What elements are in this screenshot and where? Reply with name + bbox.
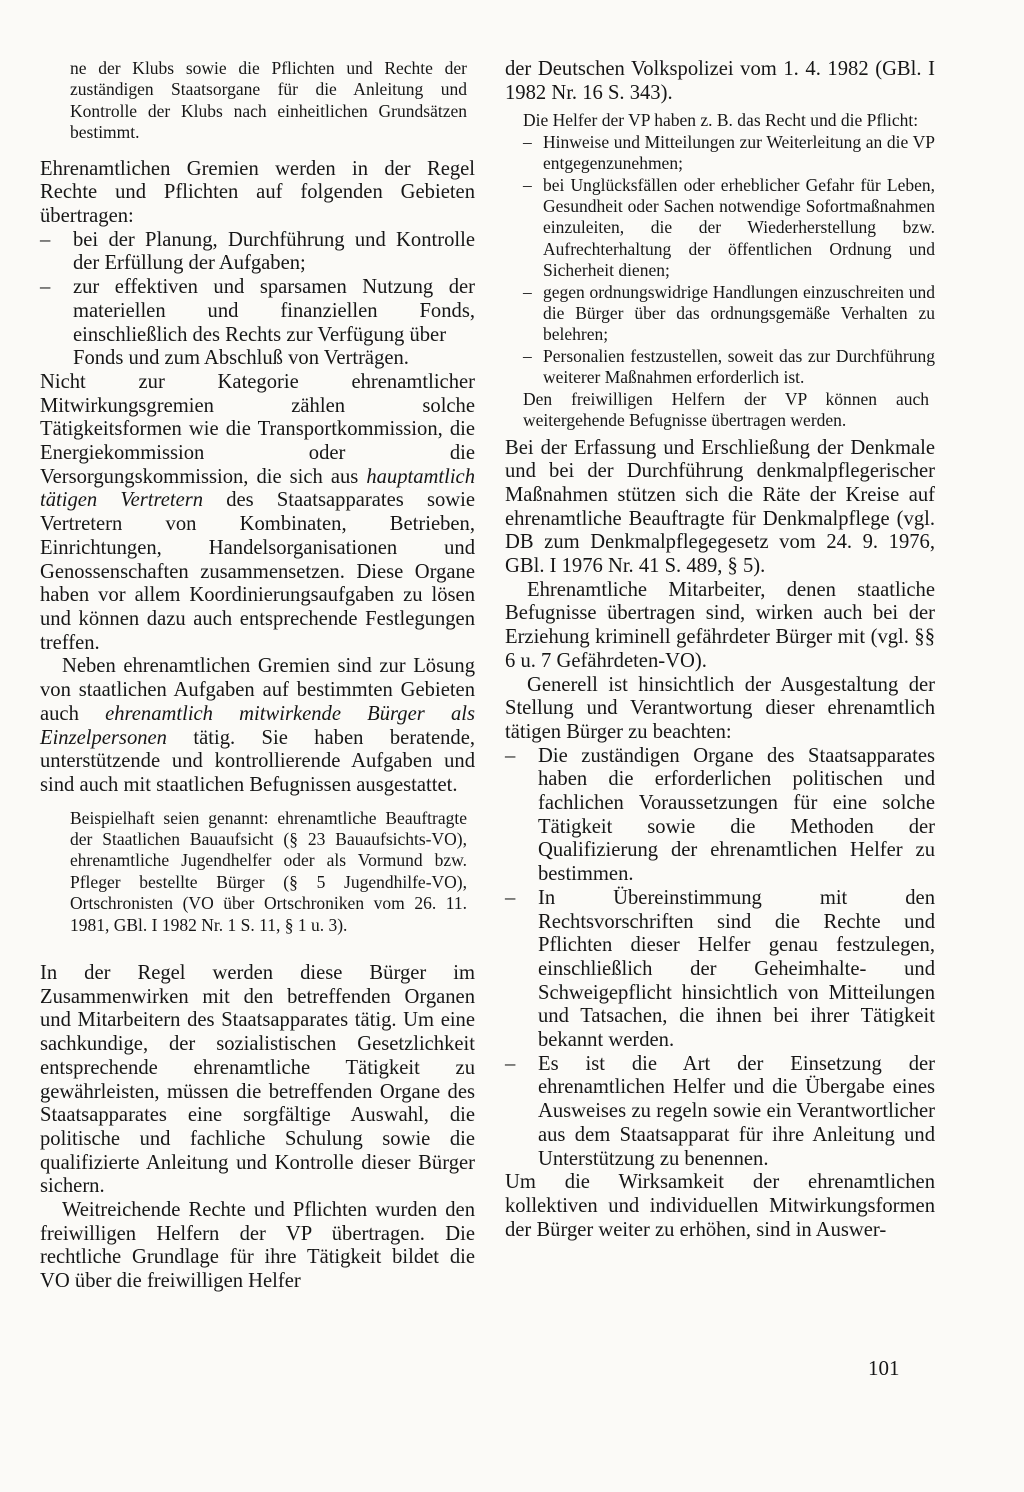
effectiveness-paragraph: Um die Wirksamkeit der ehrenamtlichen kollektiven und individuellen Mitwirkungsformen der Bürger weiter zu erhöhen, sind in Auswer- — [505, 1171, 935, 1241]
examples-paragraph: Beispielhaft seien genannt: ehrenamtliche Beauftragte der Staatlichen Bauaufsicht (§ 23 Bauaufsichts-VO), ehrenamtliche Jugendhelfer oder als Vormund bzw. Pfleger bestellte Bürger (§ 5 Jugendhilfe-VO), Ortschronisten (VO über Ortschroniken vom 26. 11. 1981, GBl. I 1982 Nr. 1 S. 11, § 1 u. 3). — [70, 807, 467, 935]
list-item — [505, 282, 935, 346]
bullet-dash: – — [505, 886, 516, 909]
list-item — [40, 276, 475, 347]
list-item-text: Personalien festzustellen, soweit das zur Durchführung weiterer Maßnahmen erforderlich ist. — [543, 345, 935, 388]
list-item-text: zur effektiven und sparsamen Nutzung der materiellen und finanziellen Fonds, einschließlich des Rechts zur Verfügung über — [73, 276, 475, 346]
list-item-text: Hinweise und Mitteilungen zur Weiterleitung an die VP entgegenzunehmen; — [543, 131, 935, 174]
monument-care-paragraph: Bei der Erfassung und Erschließung der Denkmale und bei der Durchführung denkmalpflegerischer Maßnahmen stützen sich die Räte der Kreise auf ehrenamtliche Beauftragte für Denkmalpflege (vgl. DB zum Denkmalpflegegesetz vom 24. 9. 1976, GBl. I 1976 Nr. 41 S. 489, § 5). — [505, 436, 935, 578]
text-run: tätig. Sie haben beratende, unterstützende und kontrollierende Aufgaben und sind auch mit staatlichen Befugnissen ausgestattet. — [40, 726, 475, 796]
text-run: Nicht zur Kategorie ehrenamtlicher Mitwirkungsgremien zählen solche Tätigkeitsformen wie die Transportkommission, die Energiekommission oder die Versorgungskommission, die sich aus — [40, 370, 475, 488]
left-column — [40, 58, 475, 1294]
cooperation-paragraph: In der Regel werden diese Bürger im Zusammenwirken mit den betreffenden Organen und Mitarbeitern des Staatsapparates tätig. Um eine sachkundige, der sozialistischen Gesetzlichkeit entsprechende ehrenamtliche Tätigkeit zu gewährleisten, müssen die betreffenden Organe des Staatsapparates eine sorgfältige Auswahl, die politische und fachliche Schulung sowie die qualifizierte Anleitung und Kontrolle dieser Bürger sichern. — [40, 962, 475, 1198]
decree-reference-paragraph: der Deutschen Volkspolizei vom 1. 4. 1982 (GBl. I 1982 Nr. 16 S. 343). — [505, 58, 935, 104]
bullet-dash: – — [505, 744, 516, 767]
further-powers-paragraph: Den freiwilligen Helfern der VP können auch weitergehende Befugnisse übertragen werden. — [523, 388, 929, 431]
list-item — [40, 229, 475, 276]
text-run: des Staatsapparates sowie Vertretern von Kombinaten, Betrieben, Einrichtungen, Handelsorganisationen und Genossenschaften zusammensetzen. Diese Organe haben vor allem Koordinierungsaufgaben zu lösen und können dazu auch entsprechende Festlegungen treffen. — [40, 489, 475, 654]
text-run: Neben ehrenamtlichen Gremien sind zur Lösung von staatlichen Aufgaben auf bestimmten Gebieten auch — [40, 655, 475, 725]
list-item — [505, 1053, 935, 1172]
club-rules-paragraph: ne der Klubs sowie die Pflichten und Rechte der zuständigen Staatsorgane für die Anleitung und Kontrolle der Klubs nach einheitlichen Grundsätzen bestimmt. — [70, 58, 467, 143]
bullet-dash: – — [505, 1052, 516, 1075]
list-item — [505, 745, 935, 887]
general-note-paragraph: Generell ist hinsichtlich der Ausgestaltung der Stellung und Verantwortung dieser ehrenamtlich tätigen Bürger zu beachten: — [505, 673, 935, 743]
honorary-staff-paragraph: Ehrenamtliche Mitarbeiter, denen staatliche Befugnisse übertragen sind, wirken auch bei der Erziehung kriminell gefährdeter Bürger mit (vgl. §§ 6 u. 7 Gefährdeten-VO). — [505, 578, 935, 672]
list-item-text: Es ist die Art der Einsetzung der ehrenamtlichen Helfer und die Übergabe eines Ausweises zu regeln sowie ein Verantwortlicher aus dem Staatsapparat für ihre Anleitung und Unterstützung zu benennen. — [538, 1052, 935, 1170]
emphasis-text: ehrenamtlich mitwirkende Bürger als Einzelpersonen — [40, 702, 475, 749]
bullet-dash: – — [40, 228, 51, 251]
emphasis-text: hauptamtlich tätigen Vertretern — [40, 465, 475, 512]
helper-rights-intro: Die Helfer der VP haben z. B. das Recht und die Pflicht: — [523, 110, 919, 131]
volunteer-helpers-paragraph: Weitreichende Rechte und Pflichten wurden den freiwilligen Helfern der VP übertragen. Die rechtliche Grundlage für ihre Tätigkeit bildet die VO über die freiwilligen Helfer — [40, 1199, 475, 1293]
list-item — [505, 346, 935, 389]
bullet-dash: – — [523, 281, 532, 302]
bullet-dash: – — [523, 345, 532, 366]
bullet-dash: – — [40, 276, 51, 299]
list-item — [505, 132, 935, 175]
list-item-text: Die zuständigen Organe des Staatsapparates haben die erforderlichen politischen und fachlichen Voraussetzungen für eine solche Tätigkeit sowie die Methoden der Qualifizierung der ehrenamtlichen Helfer zu bestimmen. — [538, 744, 935, 886]
list-item-text: gegen ordnungswidrige Handlungen einzuschreiten und die Bürger über das ordnungsgemäße Verhalten zu belehren; — [543, 281, 935, 345]
list-item-text: In Übereinstimmung mit den Rechtsvorschriften sind die Rechte und Pflichten dieser Helfer genau festzulegen, einschließlich der Geheimhalte- und Schweigepflicht hinsichtlich von Mitteilungen und Tatsachen, die ihnen bei ihrer Tätigkeit bekannt werden. — [538, 886, 935, 1052]
list-item — [505, 887, 935, 1053]
list-item-text: bei Unglücksfällen oder erheblicher Gefahr für Leben, Gesundheit oder Sachen notwendige Sofortmaßnahmen einzuleiten, die der Wiederherstellung bzw. Aufrechterhaltung der öffentlichen Ordnung und Sicherheit dienen; — [543, 174, 935, 281]
bullet-dash: – — [523, 131, 532, 152]
honorary-bodies-paragraph: Ehrenamtlichen Gremien werden in der Regel Rechte und Pflichten auf folgenden Gebieten übertragen: — [40, 157, 475, 228]
individual-citizens-paragraph — [40, 655, 475, 797]
non-honorary-bodies-paragraph — [40, 371, 475, 655]
list-item-continuation: Fonds und zum Abschluß von Verträgen. — [73, 347, 409, 370]
list-item — [505, 175, 935, 282]
list-item-text: bei der Planung, Durchführung und Kontrolle der Erfüllung der Aufgaben; — [73, 228, 475, 275]
bullet-dash: – — [523, 174, 532, 195]
page-number: 101 — [868, 1356, 900, 1380]
right-column — [505, 58, 935, 1242]
